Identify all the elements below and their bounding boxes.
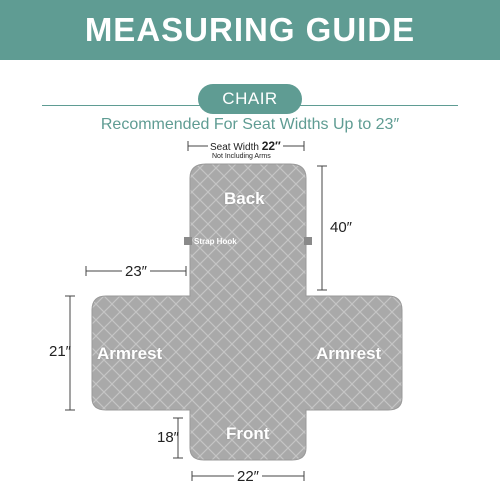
- subtitle: Recommended For Seat Widths Up to 23″: [100, 116, 400, 133]
- seat-width-label: [208, 139, 283, 153]
- armrest-left-label: Armrest: [97, 344, 163, 363]
- arm-height-value: 21″: [49, 343, 71, 360]
- seat-width-text: Seat Width: [210, 142, 259, 153]
- armrest-right-label: Armrest: [316, 344, 382, 363]
- strap-hook-left: [184, 237, 192, 245]
- strap-hook-label: Strap Hook: [194, 237, 237, 246]
- front-height-value: 18″: [157, 429, 179, 446]
- header-title: MEASURING GUIDE: [84, 11, 416, 48]
- seat-width-note: Not Including Arms: [212, 153, 271, 160]
- chair-badge-label: CHAIR: [222, 89, 278, 108]
- back-height-value: 40″: [330, 219, 352, 236]
- front-label: Front: [226, 424, 270, 443]
- strap-hook-right: [304, 237, 312, 245]
- arm-width-value: 23″: [122, 263, 150, 280]
- back-label: Back: [224, 189, 265, 208]
- front-width-value: 22″: [234, 468, 262, 485]
- seat-width-value: 22″: [261, 139, 281, 153]
